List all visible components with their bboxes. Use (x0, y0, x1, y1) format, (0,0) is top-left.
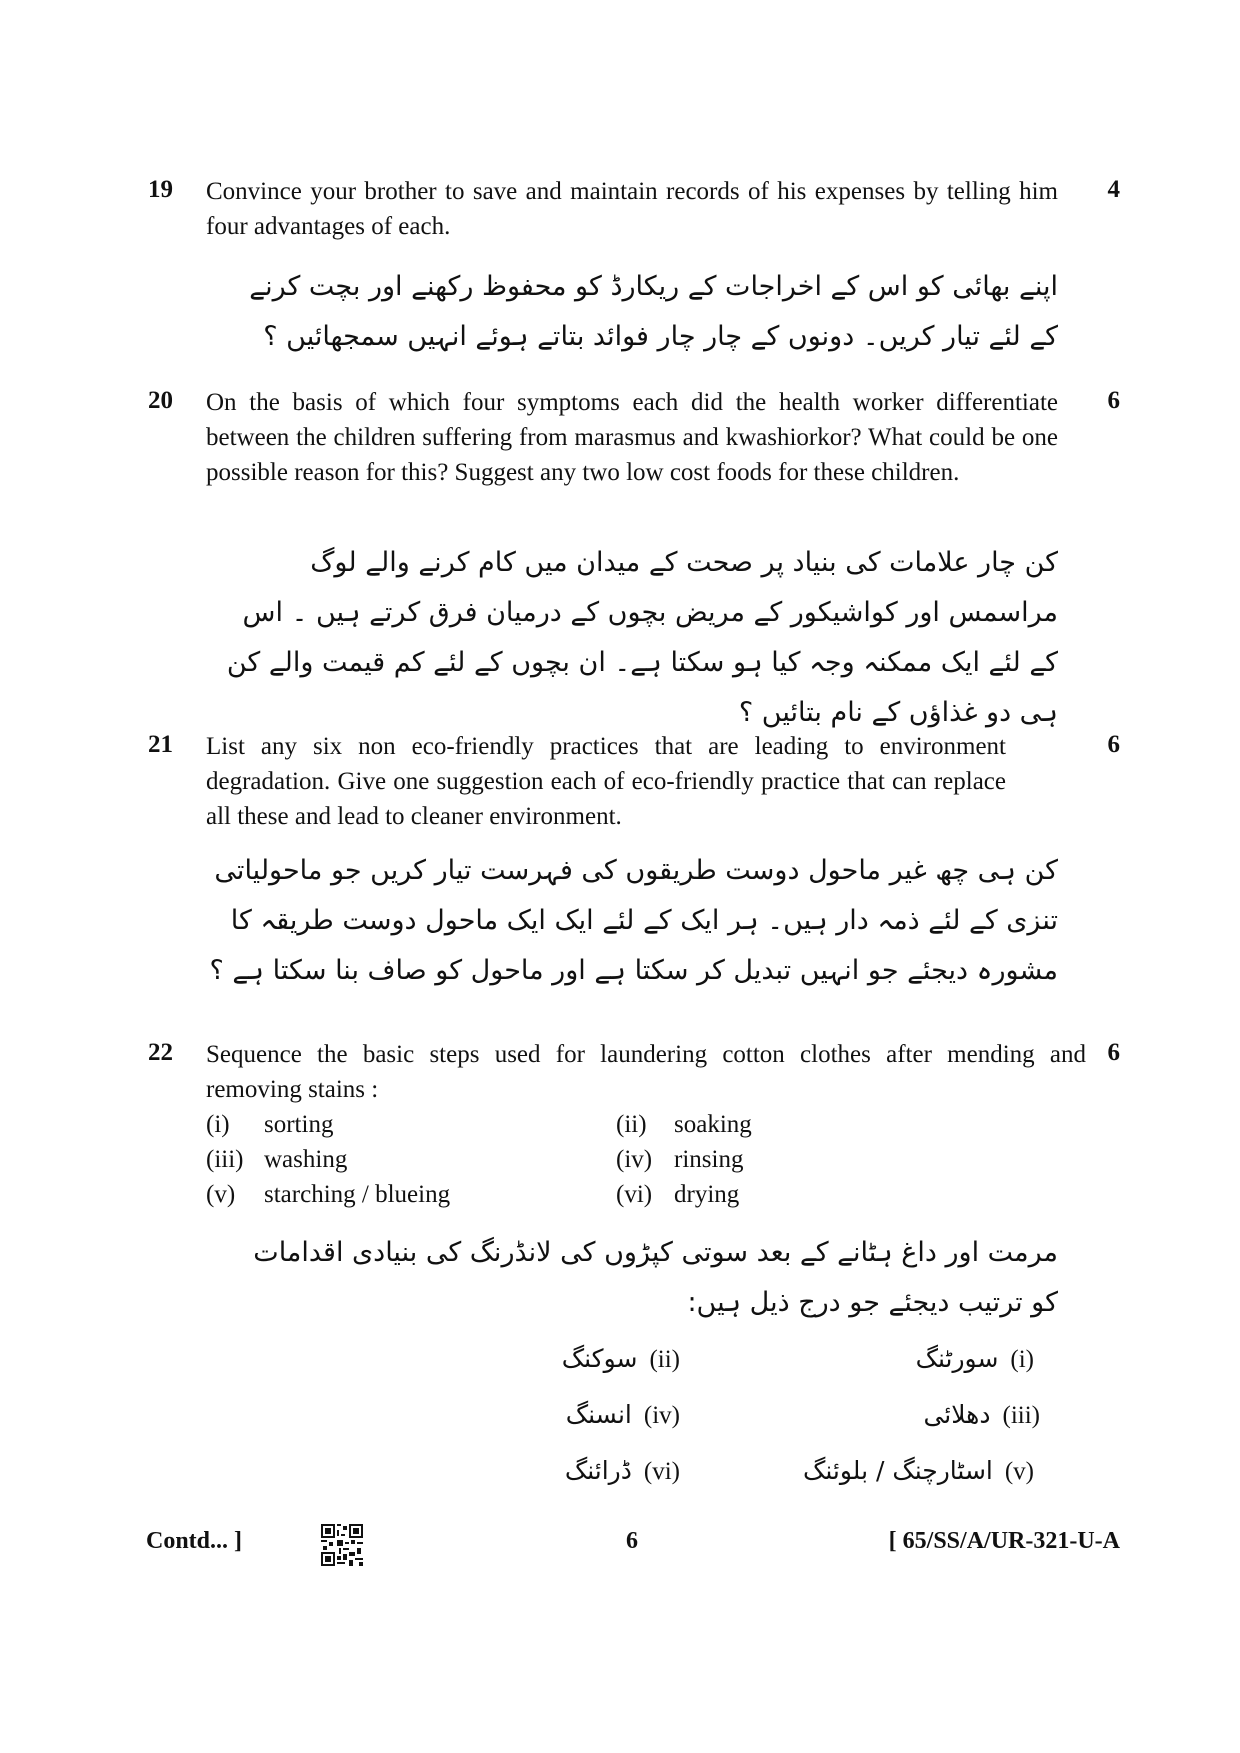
urdu-option-item (803, 1456, 1034, 1486)
urdu-option-item (566, 1400, 680, 1430)
option-number: (vi) (616, 1181, 653, 1208)
option-item (616, 1177, 739, 1212)
question-number: 20 (148, 387, 173, 414)
urdu-option-number: (vi) (643, 1458, 680, 1485)
option-text: washing (264, 1146, 348, 1173)
option-item (206, 1177, 450, 1212)
question-text-urdu: کن ہی چھ غیر ماحول دوست طریقوں کی فہرست تیار کریں جو ماحولیاتی تنزی کے لئے ذمہ دار ہیں۔ ہر ایک کے لئے ایک ایک ماحول دوست طریقہ کا مشورہ دیجئے جو انہیں تبدیل کر سکتا ہے اور ماحول کو صاف بنا سکتا ہے ؟ (209, 855, 1058, 986)
urdu-option-text: دھلائی (923, 1400, 991, 1429)
question-text-english: On the basis of which four symptoms each did the health worker differentiate between the children suffering from marasmus and kwashiorkor? What could be one possible reason for this? Suggest any two low cost foods for these children. (206, 389, 1058, 486)
question-marks: 6 (1107, 387, 1120, 414)
question-text-english: Convince your brother to save and maintain records of his expenses by telling him four advantages of each. (206, 178, 1058, 240)
question-number: 21 (148, 731, 173, 758)
option-number: (iv) (616, 1146, 653, 1173)
option-text: starching / blueing (264, 1181, 451, 1208)
question-text-english: List any six non eco-friendly practices that are leading to environment degradation. Give one suggestion each of eco-friendly practice that can replace all these and lead to cleaner environment. (206, 733, 1006, 830)
question-marks: 4 (1107, 176, 1120, 203)
urdu-option-text: اسٹارچنگ / بلوئنگ (803, 1456, 993, 1485)
urdu-option-number: (v) (1004, 1458, 1034, 1485)
option-text: drying (674, 1181, 740, 1208)
page-number: 6 (626, 1528, 638, 1554)
urdu-option-text: سوکنگ (561, 1344, 638, 1373)
option-item (206, 1142, 347, 1177)
question-text-urdu: کن چار علامات کی بنیاد پر صحت کے میدان میں کام کرنے والے لوگ مراسمس اور کواشیکور کے مریض بچوں کے درمیان فرق کرتے ہیں ۔ اس کے لئے ایک ممکنہ وجہ کیا ہو سکتا ہے۔ ان بچوں کے لئے کم قیمت والے کن ہی دو غذاؤں کے نام بتائیں ؟ (226, 547, 1058, 728)
urdu-option-item (916, 1344, 1034, 1374)
urdu-option-item (923, 1400, 1040, 1430)
option-number: (v) (206, 1181, 236, 1208)
question-text-urdu: اپنے بھائی کو اس کے اخراجات کے ریکارڈ کو محفوظ رکھنے اور بچت کرنے کے لئے تیار کریں۔ دونوں کے چار چار فوائد بتاتے ہوئے انہیں سمجھائیں ؟ (249, 271, 1058, 352)
option-text: rinsing (674, 1146, 744, 1173)
paper-code: [ 65/SS/A/UR-321-U-A (888, 1528, 1120, 1554)
footer-continued: Contd... ] (146, 1528, 243, 1554)
urdu-option-item (562, 1344, 680, 1374)
qr-code-icon (321, 1524, 363, 1566)
option-number: (ii) (616, 1111, 647, 1138)
question-text-urdu: مرمت اور داغ ہٹانے کے بعد سوتی کپڑوں کی لانڈرنگ کی بنیادی اقدامات کو ترتیب دیجئے جو درج ذیل ہیں: (253, 1237, 1058, 1318)
option-number: (iii) (206, 1146, 244, 1173)
question-marks: 6 (1107, 731, 1120, 758)
urdu-option-text: سورٹنگ (915, 1344, 999, 1373)
option-text: soaking (674, 1111, 752, 1138)
urdu-option-number: (iv) (643, 1402, 680, 1429)
option-item (616, 1107, 752, 1142)
urdu-option-number: (iii) (1002, 1402, 1040, 1429)
question-marks: 6 (1107, 1039, 1120, 1066)
question-number: 22 (148, 1039, 173, 1066)
question-text-english: Sequence the basic steps used for laundering cotton clothes after mending and removing stains : (206, 1041, 1086, 1103)
question-number: 19 (148, 176, 173, 203)
urdu-option-number: (i) (1010, 1346, 1034, 1373)
option-text: sorting (264, 1111, 334, 1138)
urdu-option-item (565, 1456, 680, 1486)
option-item (616, 1142, 743, 1177)
urdu-option-text: ڈرائنگ (564, 1456, 632, 1485)
urdu-option-number: (ii) (649, 1346, 680, 1373)
urdu-option-text: انسنگ (565, 1400, 632, 1429)
option-number: (i) (206, 1111, 230, 1138)
option-item (206, 1107, 333, 1142)
